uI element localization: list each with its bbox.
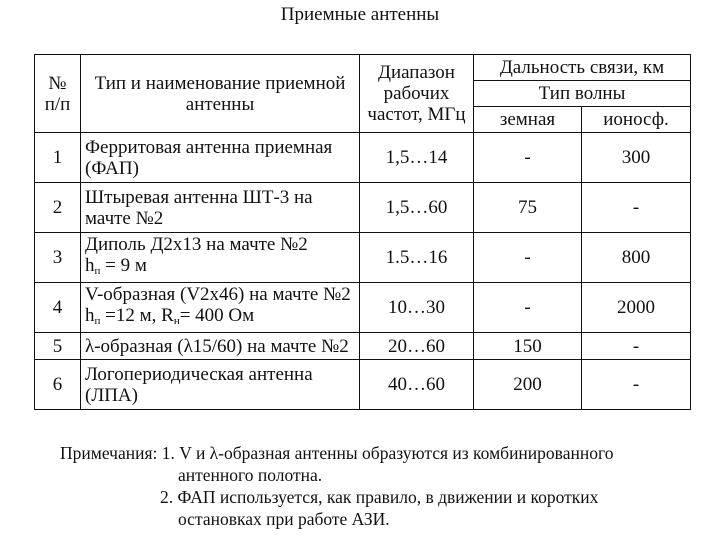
table-row [35,333,691,360]
header-range: Диапазон рабочих частот, МГц [360,55,474,133]
table-row [35,183,691,233]
note-line-3: 2. ФАП используется, как правило, в движении и коротких [160,487,599,507]
row-iono: - [582,333,691,360]
header-num: № п/п [35,55,81,133]
row-range: 10…30 [360,283,474,333]
row-name: Ферритовая антенна приемная (ФАП) [81,133,360,183]
row-name: Логопериодическая антенна (ЛПА) [81,360,360,410]
table-row [35,360,691,410]
row-ground: - [474,133,582,183]
row-num: 1 [35,133,81,183]
note-line-1: Примечания: 1. V и λ-образная антенны образуются из комбинированного [60,443,614,463]
note-line-4: остановках при работе АЗИ. [178,509,390,529]
row-num: 2 [35,183,81,233]
header-distance: Дальность связи, км [474,55,691,81]
row-name: V-образная (V2х46) на мачте №2 $h_п =12$ м, $R_н= 400$ Ом [81,283,360,333]
row-iono: 800 [582,233,691,283]
row-num: 6 [35,360,81,410]
row-ground: 150 [474,333,582,360]
row-ground: 75 [474,183,582,233]
row-name: Диполь Д2х13 на мачте №2 $h_п = 9$ м [81,233,360,283]
row-ground: 200 [474,360,582,410]
row-iono: - [582,360,691,410]
row-range: 40…60 [360,360,474,410]
note-line-2: антенного полотна. [178,465,323,485]
notes [60,442,700,530]
row-iono: - [582,183,691,233]
row-range: 20…60 [360,333,474,360]
row-ground: - [474,283,582,333]
row-num: 5 [35,333,81,360]
row-ground: - [474,233,582,283]
row-name: λ-образная (λ15/60) на мачте №2 [81,333,360,360]
row-iono: 2000 [582,283,691,333]
header-ground: земная [474,107,582,133]
antenna-table [34,54,691,410]
row-range: 1,5…60 [360,183,474,233]
header-iono: ионосф. [582,107,691,133]
row-num: 4 [35,283,81,333]
row-num: 3 [35,233,81,283]
header-wave-type: Тип волны [474,81,691,107]
header-type: Тип и наименование приемной антенны [81,55,360,133]
table-row [35,233,691,283]
row-range: 1.5…16 [360,233,474,283]
page-title: Приемные антенны [280,4,440,25]
table-row [35,283,691,333]
table-row [35,133,691,183]
row-name: Штыревая антенна ШТ-3 на мачте №2 [81,183,360,233]
row-iono: 300 [582,133,691,183]
row-range: 1,5…14 [360,133,474,183]
